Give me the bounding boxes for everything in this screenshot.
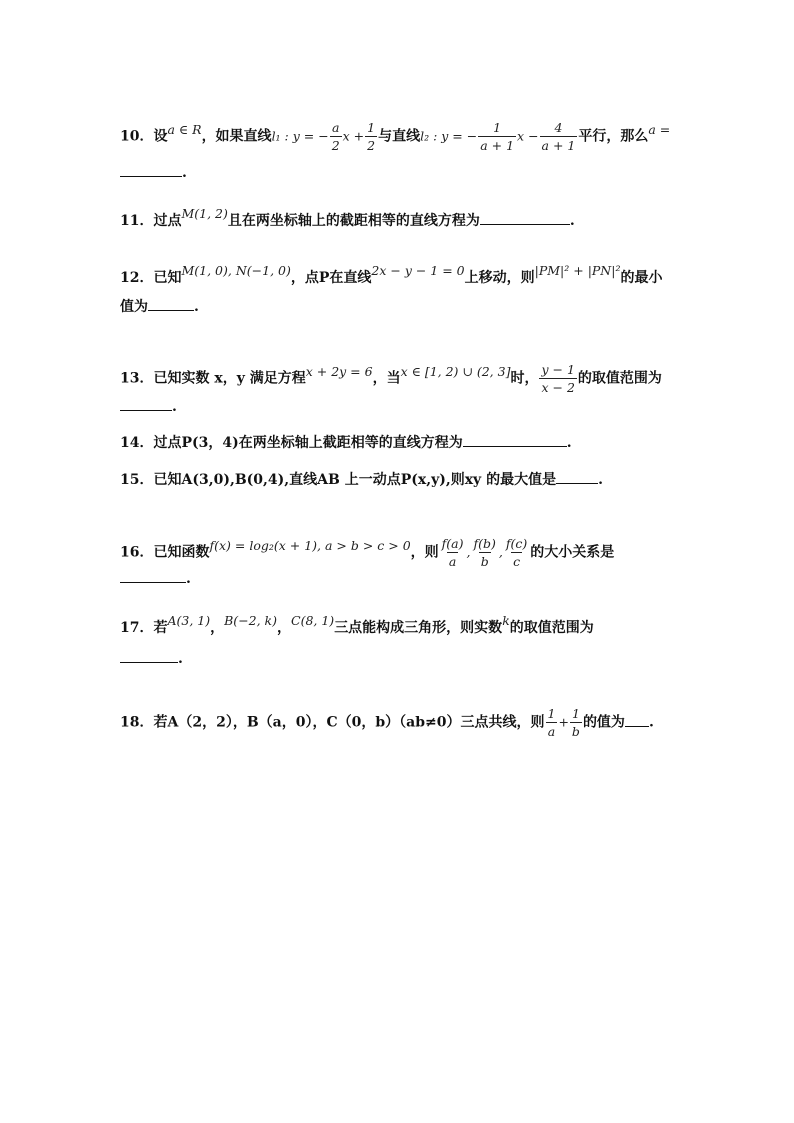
frac-numerator: f(a) [441,536,464,551]
q13-answer-line [120,396,680,417]
q17-number: 17．若 [120,620,168,636]
q17-sep-2: ， [277,620,292,636]
frac-denominator: 2 [331,138,340,153]
q12-answer-blank[interactable] [148,296,194,311]
q12-text-3: 的最小 [620,270,663,286]
q10-answer-line [120,162,680,183]
q18-frac-1-over-a [545,706,557,739]
question-12 [120,263,680,288]
frac-denominator: b [571,724,580,739]
q15-end: . [598,472,603,488]
q10-end: . [182,165,187,181]
q10-number: 10．设 [120,128,168,145]
frac-numerator: f(b) [473,536,496,551]
frac-numerator: 1 [571,706,580,721]
q17-answer-blank[interactable] [120,648,178,663]
q14-text: 14．过点P(3，4)在两坐标轴上截距相等的直线方程为 [120,435,463,451]
frac-denominator: x − 2 [541,380,575,395]
q11-end: . [569,213,575,229]
q17-answer-line [120,648,680,669]
q13-math-range: x ∈ [1, 2) ∪ (2, 3] [400,363,511,379]
q16-comma-1: , [466,544,471,560]
q11-text-1: 且在两坐标轴上的截距相等的直线方程为 [227,213,480,229]
q16-math-func: f(x) = log₂(x + 1), a > b > c > 0 [209,537,411,553]
frac-numerator: 1 [367,120,376,135]
question-10 [120,120,680,153]
frac-denominator: c [513,554,521,569]
q18-answer-blank[interactable] [625,712,649,727]
frac-numerator: 1 [493,120,502,135]
q12-number: 12．已知 [120,270,182,286]
q16-answer-line [120,568,680,589]
q18-text-2: 的值为 [582,714,625,731]
q16-frac-fc-over-c [504,536,529,569]
q10-text-1: ，如果直线 [201,128,272,145]
q13-text-3: 的取值范围为 [577,370,662,387]
q17-math-B: B(−2, k) [224,613,278,628]
q10-math-a-in-R: a ∈ R [167,121,202,137]
q18-end: . [648,714,654,731]
q12-math-points: M(1, 0), N(−1, 0) [181,263,291,278]
q10-text-2: 与直线 [378,128,421,145]
q10-math-l2-x: x − [517,128,539,144]
q12-text-1: ，点P在直线 [290,270,372,286]
q16-comma-2: , [498,544,503,560]
frac-numerator: a [331,120,340,135]
question-16 [120,536,680,569]
question-18 [120,706,680,739]
q18-frac-1-over-b [570,706,582,739]
q10-math-l1: l₁ : y = − [271,128,329,144]
q10-frac-4-over-a1 [540,120,578,153]
q11-math-point: M(1, 2) [181,206,228,221]
q13-text-1: ，当 [372,370,401,387]
q17-text-2: 的取值范围为 [509,620,594,636]
q17-end: . [178,651,183,667]
q13-frac-slope [539,362,576,395]
question-15 [120,469,680,490]
q13-answer-blank[interactable] [120,396,172,411]
q10-frac-1-over-2 [365,120,377,153]
q10-frac-1-over-a1 [478,120,516,153]
q12-end: . [194,299,199,315]
q12-math-expr: |PM|² + |PN|² [534,263,621,278]
frac-denominator: b [480,554,489,569]
q16-answer-blank[interactable] [120,568,186,583]
q13-number: 13．已知实数 x，y 满足方程 [120,370,306,387]
frac-numerator: 1 [547,706,556,721]
q18-plus: + [558,714,569,730]
q17-math-A: A(3, 1) [167,613,211,628]
q10-math-a-eq: a = [648,121,671,137]
q16-number: 16．已知函数 [120,544,210,561]
q16-text-2: 的大小关系是 [530,544,615,561]
q10-math-l2: l₂ : y = − [420,128,478,144]
q13-text-2: 时， [510,370,539,387]
q12-math-line: 2x − y − 1 = 0 [371,263,465,278]
q18-text: 18．若A（2，2），B（a，0），C（0，b）（ab≠0）三点共线，则 [120,714,545,731]
q17-math-k: k [502,613,510,628]
q12-text-2: 上移动，则 [464,270,535,286]
q10-frac-a-over-2 [330,120,342,153]
q14-end: . [566,435,572,451]
frac-denominator: a + 1 [480,138,515,153]
q13-math-eq: x + 2y = 6 [305,363,373,379]
q14-answer-blank[interactable] [463,432,567,447]
q12-line-2 [120,296,680,317]
q10-text-3: 平行，那么 [578,128,649,145]
q10-answer-blank[interactable] [120,162,182,177]
q15-answer-blank[interactable] [556,469,598,484]
q16-frac-fb-over-b [472,536,498,569]
question-17 [120,613,680,638]
frac-denominator: a [547,724,556,739]
question-14 [120,432,680,453]
q16-text-1: ，则 [410,544,439,561]
q11-number: 11．过点 [120,213,182,229]
q12-line2-text: 值为 [120,299,148,315]
question-11 [120,206,680,231]
frac-denominator: a + 1 [541,138,576,153]
frac-numerator: y − 1 [541,362,575,377]
q13-end: . [172,399,177,415]
q11-answer-blank[interactable] [480,210,570,225]
q17-text-1: 三点能构成三角形，则实数 [334,620,503,636]
q15-text: 15．已知A(3,0),B(0,4),直线AB 上一动点P(x,y),则xy 的最大值是 [120,472,557,488]
q17-sep-1: ， [210,620,225,636]
frac-numerator: 4 [554,120,563,135]
q10-math-l1-x: x + [342,128,365,144]
question-13 [120,362,680,395]
frac-denominator: a [448,554,457,569]
q17-math-C: C(8, 1) [291,613,335,628]
frac-numerator: f(c) [505,536,528,551]
q16-frac-fa-over-a [440,536,466,569]
q16-end: . [186,571,191,587]
frac-denominator: 2 [367,138,376,153]
